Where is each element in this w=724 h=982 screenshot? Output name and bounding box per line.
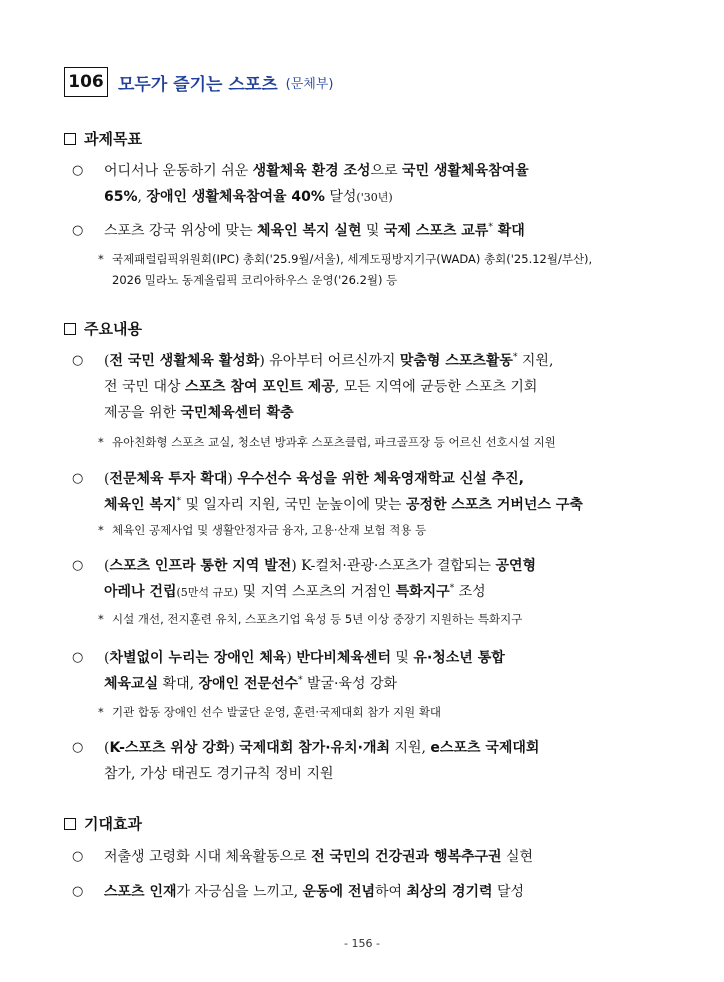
text: 및 xyxy=(361,223,384,239)
page-number: - 156 - xyxy=(344,937,380,950)
content-note-3 xyxy=(98,609,688,630)
text: 및 지역 스포츠의 거점인 xyxy=(238,584,396,600)
bold-text: e스포츠 국제대회 xyxy=(430,740,540,756)
small-text: ('30년) xyxy=(356,191,393,204)
circle-bullet-icon: ○ xyxy=(72,163,84,178)
bold-text: 스포츠 인재 xyxy=(104,884,177,900)
bold-text: 체육인 복지 xyxy=(104,497,177,513)
footnote-mark: * xyxy=(488,222,493,233)
text: 실현 xyxy=(501,849,534,865)
goal-item-2 xyxy=(72,218,672,244)
line xyxy=(104,553,672,579)
line xyxy=(104,466,672,492)
circle-bullet-icon: ○ xyxy=(72,849,84,864)
text: 지원, xyxy=(517,353,554,369)
circle-bullet-icon: ○ xyxy=(72,353,84,368)
content-item-5 xyxy=(72,735,672,787)
bold-text: 운동에 전념 xyxy=(302,884,375,900)
bold-text: 확대 xyxy=(492,223,525,239)
footnote-mark: * xyxy=(176,496,181,507)
department-label: (문체부) xyxy=(285,76,334,92)
footnote-mark: * xyxy=(98,523,104,537)
text: 확대, xyxy=(158,676,199,692)
text: ) xyxy=(286,650,297,666)
text: 가 자긍심을 느끼고, xyxy=(176,884,303,900)
note-text: 2026 밀라노 동계올림픽 코리아하우스 운영('26.2월) 등 xyxy=(112,273,398,287)
page-title: 모두가 즐기는 스포츠 xyxy=(118,74,278,95)
text: 하여 xyxy=(375,884,407,900)
text: 조성 xyxy=(454,584,486,600)
content-item-3 xyxy=(72,553,672,606)
footnote-mark: * xyxy=(98,612,104,626)
line xyxy=(104,348,672,374)
bold-text: 스포츠 인프라 통한 지역 발전 xyxy=(109,558,292,574)
section-heading-effect xyxy=(64,813,142,834)
footnote-mark: * xyxy=(298,675,303,686)
circle-bullet-icon: ○ xyxy=(72,884,84,899)
goal-item-1 xyxy=(72,158,672,211)
line xyxy=(104,374,672,400)
note-text: 체육인 공제사업 및 생활안정자금 융자, 고용·산재 보험 적용 등 xyxy=(112,523,427,537)
section-title: 과제목표 xyxy=(84,130,142,148)
bold-text: 국제대회 참가·유치·개최 xyxy=(239,740,391,756)
text: 전 국민 대상 xyxy=(104,379,185,395)
footnote-mark: * xyxy=(98,705,104,719)
line xyxy=(104,844,672,870)
circle-bullet-icon: ○ xyxy=(72,558,84,573)
text: ) K-컬처·관광·스포츠가 결합되는 xyxy=(291,558,496,574)
text: ( xyxy=(104,650,110,666)
circle-bullet-icon: ○ xyxy=(72,650,84,665)
text: 및 xyxy=(390,650,414,666)
bold-text: 전문체육 투자 확대 xyxy=(109,471,228,487)
bold-text: K-스포츠 위상 강화 xyxy=(109,740,230,756)
text: , xyxy=(137,189,147,205)
content-note-2 xyxy=(98,520,688,541)
text: 및 일자리 지원, 국민 눈높이에 맞는 xyxy=(181,497,406,513)
bold-text: 생활체육 환경 조성 xyxy=(252,163,371,179)
line xyxy=(104,184,672,211)
bold-text: 체육인 복지 실현 xyxy=(257,223,362,239)
bold-text: 최상의 경기력 xyxy=(406,884,493,900)
note-text: 국제패럴림픽위원회(IPC) 총회('25.9월/서울), 세계도핑방지기구(WADA) 총회('25.12월/부산), xyxy=(112,252,593,266)
bold-text: 전 국민 생활체육 활성화 xyxy=(109,353,260,369)
section-heading-goal xyxy=(64,128,142,149)
line: 참가, 가상 태권도 경기규칙 정비 지원 xyxy=(104,766,334,782)
effect-item-2 xyxy=(72,879,672,905)
bold-text: 전 국민의 건강권과 행복추구권 xyxy=(311,849,502,865)
content-note-4 xyxy=(98,702,688,723)
line xyxy=(104,579,672,606)
content-note-1 xyxy=(98,432,688,453)
bold-text: 국민체육센터 확충 xyxy=(180,405,294,421)
bold-text: 특화지구 xyxy=(395,584,450,600)
bold-text: 국제 스포츠 교류 xyxy=(383,223,489,239)
bold-text: 공정한 스포츠 거버넌스 구축 xyxy=(405,497,583,513)
bold-text: 공연형 xyxy=(495,558,537,574)
title-row xyxy=(64,65,333,99)
footnote-mark: * xyxy=(449,583,455,594)
text: ) xyxy=(227,471,238,487)
task-number-box: 106 xyxy=(64,67,108,97)
text: ) 유아부터 어르신까지 xyxy=(259,353,400,369)
bold-text: 장애인 전문선수 xyxy=(198,676,299,692)
line xyxy=(104,879,672,905)
text: 지원, xyxy=(390,740,431,756)
square-bullet-icon xyxy=(64,133,76,145)
text: 달성 xyxy=(492,884,525,900)
footnote-mark: * xyxy=(98,252,104,266)
bold-text: 아레나 건립 xyxy=(104,584,177,600)
text: 스포츠 강국 위상에 맞는 xyxy=(104,223,258,239)
bold-text: 장애인 생활체육참여율 40% xyxy=(146,189,325,205)
line xyxy=(104,645,672,671)
circle-bullet-icon: ○ xyxy=(72,223,84,238)
text: 으로 xyxy=(370,163,403,179)
line xyxy=(104,671,672,697)
footnote-mark: * xyxy=(98,435,104,449)
square-bullet-icon xyxy=(64,323,76,335)
circle-bullet-icon: ○ xyxy=(72,471,84,486)
line xyxy=(104,492,672,518)
content-item-2 xyxy=(72,466,672,518)
text: ( xyxy=(104,471,110,487)
line xyxy=(104,400,672,426)
text: , 모든 지역에 균등한 스포츠 기회 xyxy=(334,379,538,395)
bold-text: 차별없이 누리는 장애인 체육 xyxy=(109,650,287,666)
bold-text: 체육교실 xyxy=(104,676,159,692)
bold-text: 65% xyxy=(104,189,138,205)
text: 발굴·육성 강화 xyxy=(302,676,398,692)
bold-text: 국민 생활체육참여율 xyxy=(402,163,529,179)
text: 저출생 고령화 시대 체육활동으로 xyxy=(104,849,312,865)
small-text: (5만석 규모) xyxy=(176,586,239,599)
effect-item-1 xyxy=(72,844,672,870)
line xyxy=(104,158,672,184)
text: 제공을 위한 xyxy=(104,405,181,421)
content-item-1 xyxy=(72,348,672,426)
bold-text: 우수선수 육성을 위한 체육영재학교 신설 추진, xyxy=(237,471,524,487)
text: 어디서나 운동하기 쉬운 xyxy=(104,163,253,179)
line xyxy=(104,735,672,761)
note-text: 유아친화형 스포츠 교실, 청소년 방과후 스포츠클럽, 파크골프장 등 어르신 선호시설 지원 xyxy=(112,435,556,449)
circle-bullet-icon: ○ xyxy=(72,740,84,755)
bold-text: 맞춤형 스포츠활동 xyxy=(399,353,513,369)
square-bullet-icon xyxy=(64,818,76,830)
text: ( xyxy=(104,740,110,756)
section-heading-content xyxy=(64,318,142,339)
section-title: 주요내용 xyxy=(84,320,142,338)
note-text: 기관 합동 장애인 선수 발굴단 운영, 훈련·국제대회 참가 지원 확대 xyxy=(112,705,442,719)
bold-text: 유·청소년 통합 xyxy=(413,650,505,666)
goal-note xyxy=(98,249,688,291)
content-item-4 xyxy=(72,645,672,697)
footnote-mark: * xyxy=(512,352,518,363)
bold-text: 반다비체육센터 xyxy=(296,650,391,666)
note-text: 시설 개선, 전지훈련 유치, 스포츠기업 육성 등 5년 이상 중장기 지원하는 특화지구 xyxy=(112,612,523,626)
text: ( xyxy=(104,558,110,574)
text: 달성 xyxy=(324,189,357,205)
section-title: 기대효과 xyxy=(84,815,142,833)
text: ) xyxy=(229,740,240,756)
bold-text: 스포츠 참여 포인트 제공 xyxy=(184,379,335,395)
text: ( xyxy=(104,353,110,369)
line xyxy=(104,218,672,244)
